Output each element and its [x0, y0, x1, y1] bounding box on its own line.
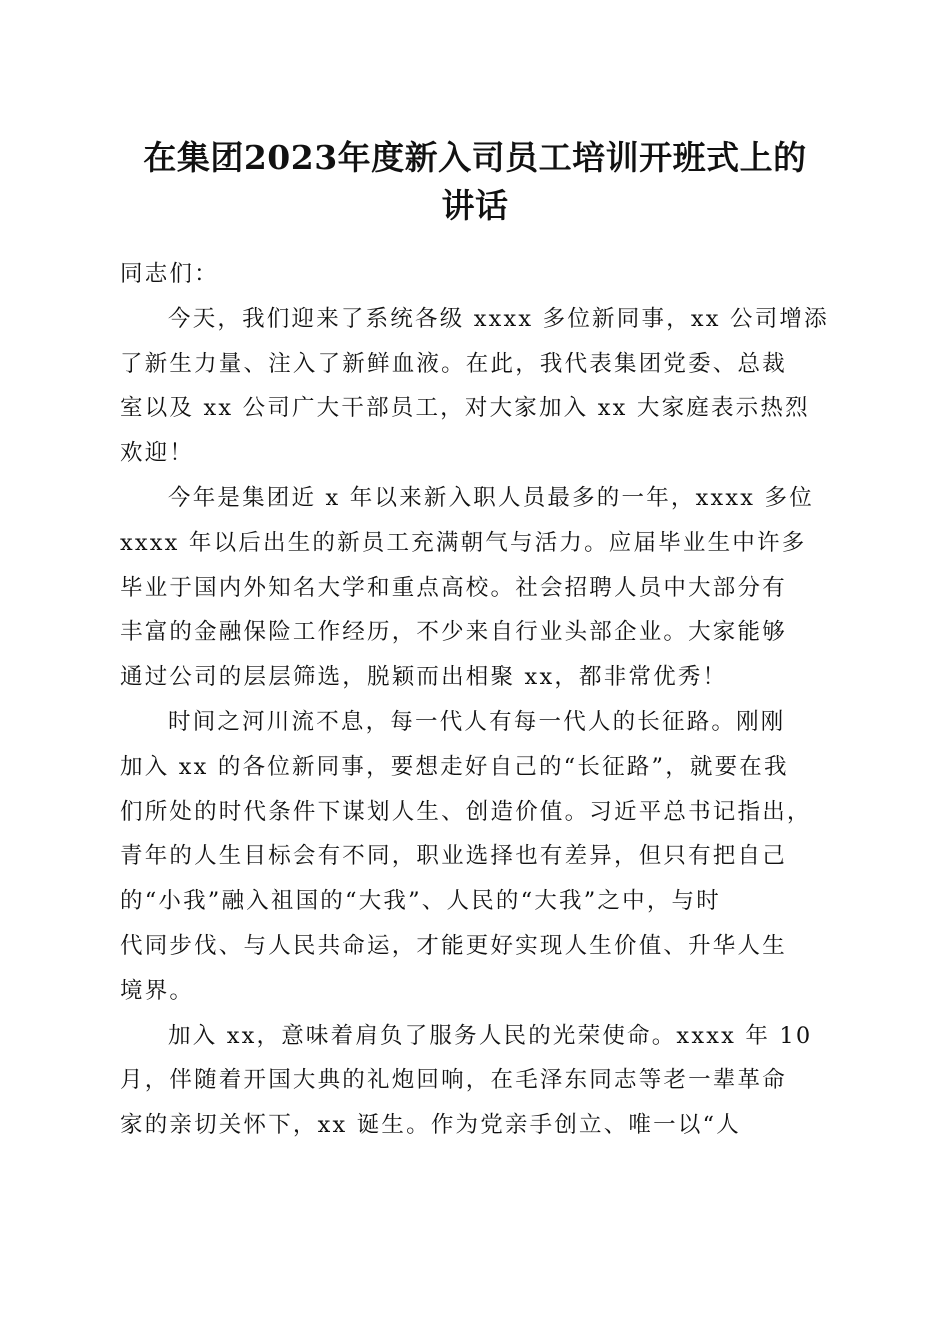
paragraph-line: 的“小我”融入祖国的“大我”、人民的“大我”之中，与时 [120, 888, 721, 915]
title-line-1: 在集团2023年度新入司员工培训开班式上的 [143, 138, 807, 177]
paragraph-1 [120, 297, 832, 476]
paragraph-line: 室以及 xx 公司广大干部员工，对大家加入 xx 大家庭表示热烈 [120, 395, 810, 422]
document-title [100, 134, 850, 230]
document-body [120, 252, 832, 1148]
paragraph-3 [120, 700, 832, 1014]
paragraph-line: 青年的人生目标会有不同，职业选择也有差异，但只有把自己 [120, 843, 787, 870]
title-line-2: 讲话 [441, 186, 509, 225]
paragraph-line: 欢迎！ [120, 440, 195, 467]
paragraph-line: 加入 xx 的各位新同事，要想走好自己的“长征路”，就要在我 [120, 753, 789, 780]
paragraph-line: 通过公司的层层筛选，脱颖而出相聚 xx，都非常优秀！ [120, 664, 728, 691]
paragraph-line: 了新生力量、注入了新鲜血液。在此，我代表集团党委、总裁 [120, 350, 787, 377]
paragraph-line: xxxx 年以后出生的新员工充满朝气与活力。应届毕业生中许多 [120, 529, 807, 556]
paragraph-2 [120, 476, 832, 700]
paragraph-line: 今年是集团近 x 年以来新入职人员最多的一年，xxxx 多位 [168, 484, 814, 511]
paragraph-line: 月，伴随着开国大典的礼炮回响，在毛泽东同志等老一辈革命 [120, 1067, 787, 1094]
paragraph-line: 丰富的金融保险工作经历，不少来自行业头部企业。大家能够 [120, 619, 787, 646]
paragraph-4 [120, 1014, 832, 1148]
paragraph-line: 今天，我们迎来了系统各级 xxxx 多位新同事，xx 公司增添 [168, 305, 829, 332]
paragraph-line: 境界。 [120, 977, 195, 1004]
paragraph-line: 家的亲切关怀下，xx 诞生。作为党亲手创立、唯一以“人 [120, 1112, 741, 1139]
paragraph-line: 代同步伐、与人民共命运，才能更好实现人生价值、升华人生 [120, 932, 787, 959]
salutation: 同志们： [120, 261, 219, 287]
paragraph-line: 时间之河川流不息，每一代人有每一代人的长征路。刚刚 [168, 708, 786, 735]
paragraph-line: 们所处的时代条件下谋划人生、创造价值。习近平总书记指出， [120, 798, 812, 825]
paragraph-line: 毕业于国内外知名大学和重点高校。社会招聘人员中大部分有 [120, 574, 787, 601]
paragraph-line: 加入 xx，意味着肩负了服务人民的光荣使命。xxxx 年 10 [168, 1022, 813, 1049]
